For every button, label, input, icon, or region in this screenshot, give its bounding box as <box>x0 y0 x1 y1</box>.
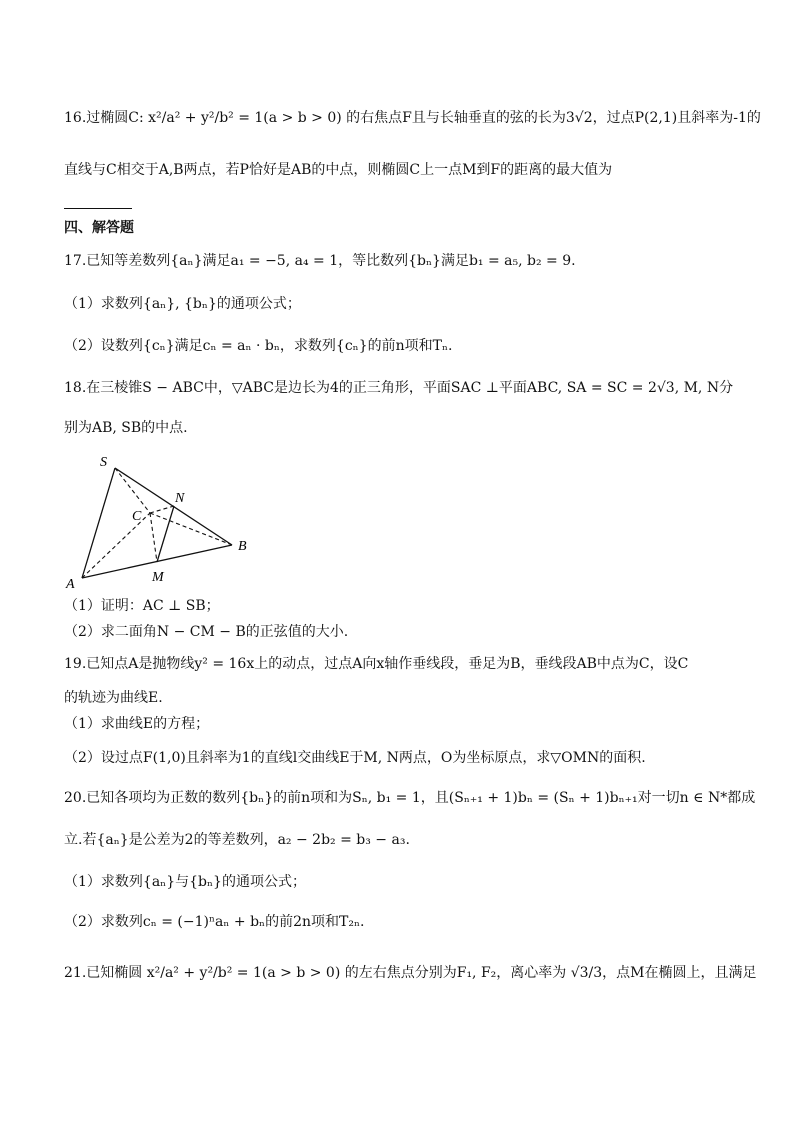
q20-part2: （2）求数列cₙ = (−1)ⁿaₙ + bₙ的前2n项和T₂ₙ. <box>64 914 365 930</box>
q18-line1: 18.在三棱锥S − ABC中，▽ABC是边长为4的正三角形，平面SAC ⊥平面ABC, SA = SC = 2√3, M, N分 <box>64 380 734 396</box>
q19-part1: （1）求曲线E的方程； <box>64 716 210 732</box>
q18-part2: （2）求二面角N − CM − B的正弦值的大小. <box>64 624 349 640</box>
label-N: N <box>175 491 185 506</box>
q18-part1: （1）证明：AC ⊥ SB； <box>64 598 220 614</box>
q16-answer-line <box>64 196 754 215</box>
label-M: M <box>152 570 164 585</box>
q19-line2: 的轨迹为曲线E. <box>64 690 163 706</box>
q20-part1: （1）求数列{aₙ}与{bₙ}的通项公式； <box>64 874 306 890</box>
edge-NM <box>157 506 174 562</box>
q19-part2: （2）设过点F(1,0)且斜率为1的直线l交曲线E于M, N两点，O为坐标原点，求▽OMN的面积. <box>64 750 646 766</box>
q19-line1: 19.已知点A是抛物线y² = 16x上的动点，过点A向x轴作垂线段，垂足为B，垂线段AB中点为C，设C <box>64 656 689 672</box>
label-S: S <box>100 455 107 470</box>
q21-line1: 21.已知椭圆 x²/a² + y²/b² = 1(a > b > 0) 的左右焦点分别为F₁, F₂，离心率为 √3/3，点M在椭圆上，且满足 <box>64 965 757 981</box>
q17-part2: （2）设数列{cₙ}满足cₙ = aₙ · bₙ，求数列{cₙ}的前n项和Tₙ. <box>64 338 453 354</box>
answer-blank <box>64 196 132 209</box>
label-A: A <box>66 577 75 592</box>
q16-line2: 直线与C相交于A,B两点，若P恰好是AB的中点，则椭圆C上一点M到F的距离的最大值为 <box>64 162 613 178</box>
label-C: C <box>132 509 142 524</box>
q16-line1: 16.过椭圆C: x²/a² + y²/b² = 1(a > b > 0) 的右焦点F且与长轴垂直的弦的长为3√2，过点P(2,1)且斜率为-1的 <box>64 110 761 126</box>
edge-CN <box>150 506 174 513</box>
q20-line2: 立.若{aₙ}是公差为2的等差数列，a₂ − 2b₂ = b₃ − a₃. <box>64 832 410 848</box>
q17-part1: （1）求数列{aₙ}, {bₙ}的通项公式； <box>64 296 301 312</box>
q20-line1: 20.已知各项均为正数的数列{bₙ}的前n项和为Sₙ, b₁ = 1，且(Sₙ₊₁ + 1)bₙ = (Sₙ + 1)bₙ₊₁对一切n ∈ N*都成 <box>64 790 756 806</box>
edge-SC <box>115 468 150 513</box>
label-B: B <box>238 539 247 554</box>
section-title: 四、解答题 <box>64 220 134 236</box>
q18-line2: 别为AB, SB的中点. <box>64 420 188 436</box>
edge-CM <box>150 513 157 562</box>
q17-stem: 17.已知等差数列{aₙ}满足a₁ = −5, a₄ = 1，等比数列{bₙ}满足b₁ = a₅, b₂ = 9. <box>64 253 576 269</box>
tetrahedron-figure <box>60 450 270 595</box>
